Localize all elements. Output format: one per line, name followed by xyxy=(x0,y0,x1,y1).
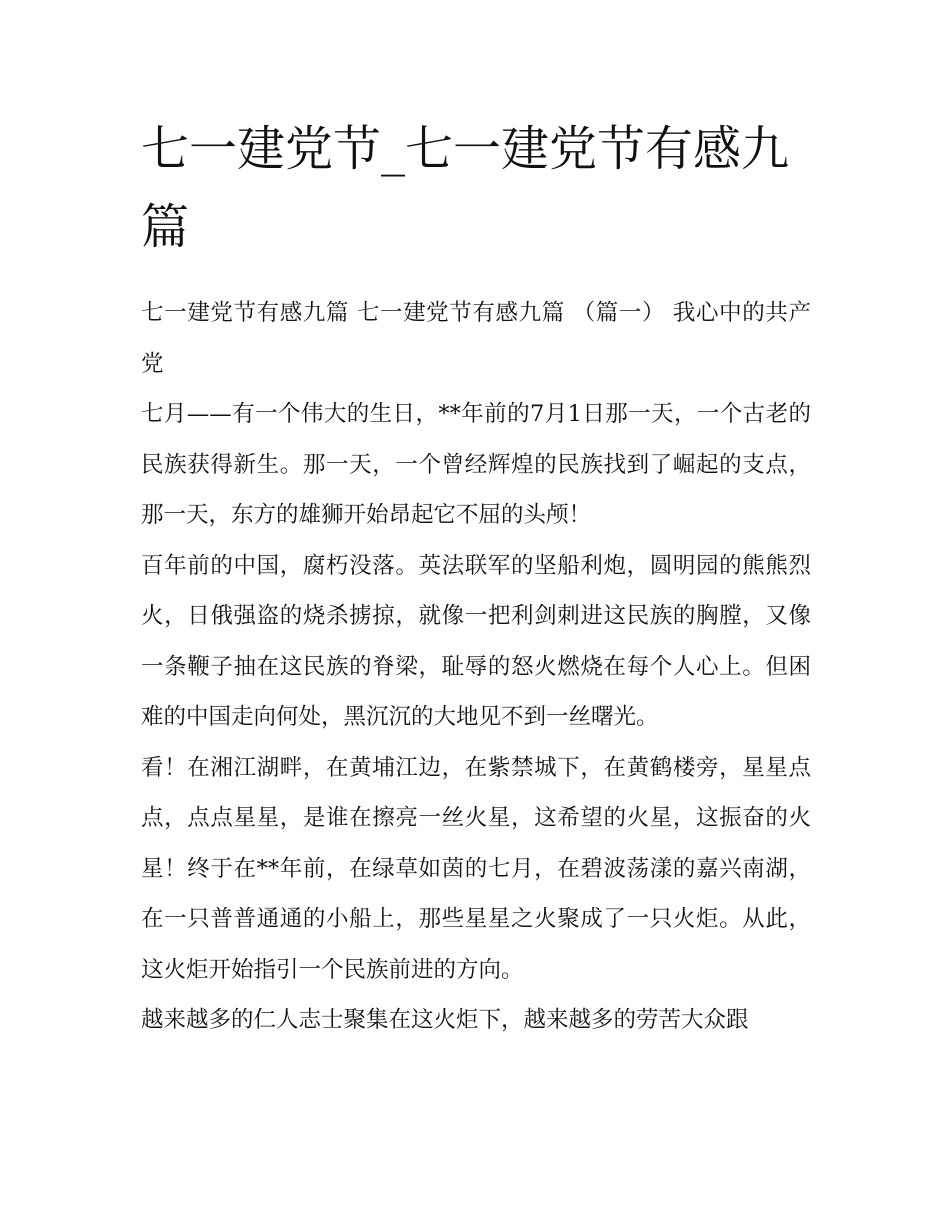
paragraph: 越来越多的仁人志士聚集在这火炬下，越来越多的劳苦大众跟 xyxy=(141,1007,749,1033)
paragraph: 看！在湘江湖畔，在黄埔江边，在紫禁城下，在黄鹤楼旁，星星点点，点点星星，是谁在擦亮一丝火星，这希望的火星，这振奋的火星！终于在**年前，在绿草如茵的七月，在碧波荡漾的嘉兴南湖，在一只普普通通的小船上，那些星星之火聚成了一只火炬。从此，这火炬开始指引一个民族前进的方向。 xyxy=(141,754,811,983)
paragraph-heading: 七一建党节有感九篇 七一建党节有感九篇 （篇一） 我心中的共产党 xyxy=(141,300,811,377)
paragraph: 七月——有一个伟大的生日，**年前的7月1日那一天，一个古老的民族获得新生。那一天，一个曾经辉煌的民族找到了崛起的支点，那一天，东方的雄狮开始昂起它不屈的头颅！ xyxy=(141,401,811,528)
document-title: 七一建党节_七一建党节有感九篇 xyxy=(141,121,790,255)
document-body xyxy=(141,288,811,1046)
document-content xyxy=(141,110,811,1046)
paragraph: 百年前的中国，腐朽没落。英法联军的坚船利炮，圆明园的熊熊烈火，日俄强盗的烧杀掳掠，就像一把利剑刺进这民族的胸膛，又像一条鞭子抽在这民族的脊梁，耻辱的怒火燃烧在每个人心上。但困难的中国走向何处，黑沉沉的大地见不到一丝曙光。 xyxy=(141,552,811,730)
